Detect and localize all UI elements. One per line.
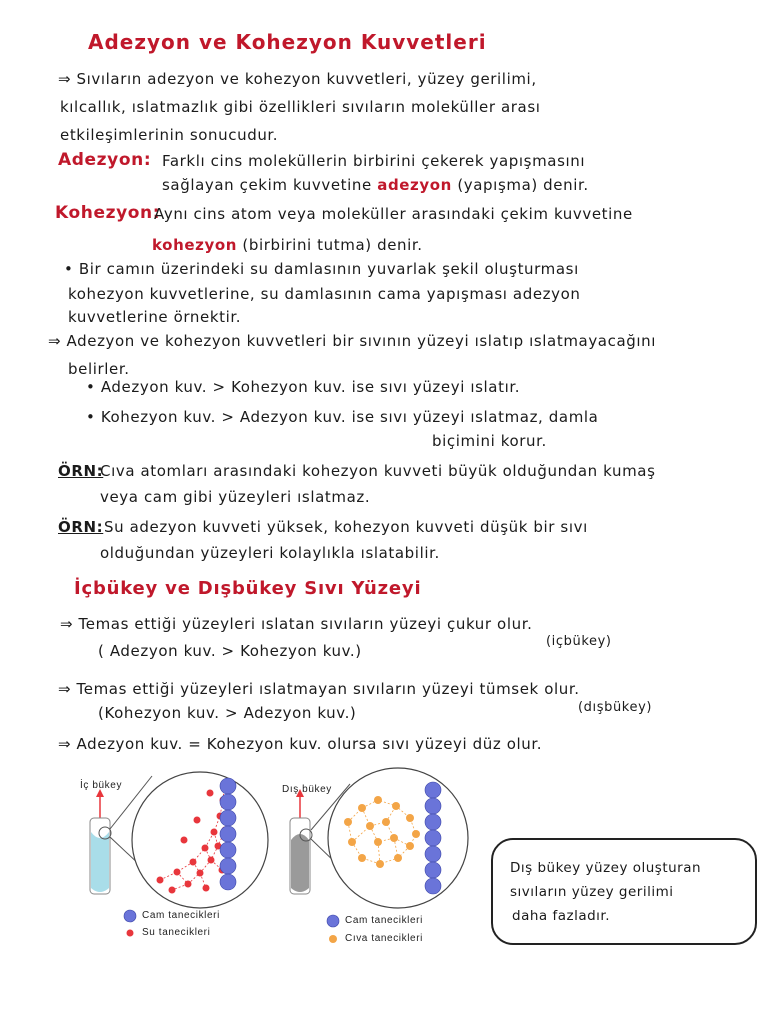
kohezyon-def-post: (birbirini tutma) denir. bbox=[242, 236, 423, 254]
ornek-2-line-1: Su adezyon kuvveti yüksek, kohezyon kuvveti düşük bir sıvı bbox=[104, 518, 588, 536]
note-line-3: daha fazladır. bbox=[512, 908, 611, 924]
legend-right-glass: Cam tanecikleri bbox=[345, 915, 423, 926]
adezyon-def-line-1: Farklı cins moleküllerin birbirini çekerek yapışmasını bbox=[162, 152, 586, 170]
adezyon-def-pre: sağlayan çekim kuvvetine bbox=[162, 176, 372, 194]
concave-figure-title: İç bükey bbox=[80, 780, 123, 791]
section-title-surfaces: İçbükey ve Dışbükey Sıvı Yüzeyi bbox=[74, 578, 422, 599]
example-line-2: kohezyon kuvvetlerine, su damlasının cama yapışması adezyon bbox=[68, 285, 581, 303]
convex-line-2: (Kohezyon kuv. > Adezyon kuv.) bbox=[98, 704, 357, 722]
legend-left-glass: Cam tanecikleri bbox=[142, 910, 220, 921]
adezyon-label: Adezyon: bbox=[58, 150, 152, 170]
adezyon-def-post: (yapışma) denir. bbox=[457, 176, 589, 194]
rule-kohezyon-greater: • Kohezyon kuv. > Adezyon kuv. ise sıvı yüzeyi ıslatmaz, damla bbox=[86, 408, 599, 426]
convex-line-1: ⇒ Temas ettiği yüzeyleri ıslatmayan sıvıların yüzeyi tümsek olur. bbox=[58, 680, 580, 698]
flat-line: ⇒ Adezyon kuv. = Kohezyon kuv. olursa sıvı yüzeyi düz olur. bbox=[58, 735, 543, 753]
ornek-2-line-2: olduğundan yüzeyleri kolaylıkla ıslatabilir. bbox=[100, 544, 440, 562]
note-line-1: Dış bükey yüzey oluşturan bbox=[510, 860, 702, 876]
convex-note: (dışbükey) bbox=[578, 700, 653, 715]
concave-note: (içbükey) bbox=[546, 634, 612, 649]
kohezyon-word: kohezyon bbox=[152, 236, 238, 254]
legend-right-mercury: Cıva tanecikleri bbox=[345, 933, 423, 944]
example-line-3: kuvvetlerine örnektir. bbox=[68, 308, 242, 326]
rule-kohezyon-greater-cont: biçimini korur. bbox=[432, 432, 547, 450]
example-line-1: • Bir camın üzerindeki su damlasının yuvarlak şekil oluşturması bbox=[64, 260, 579, 278]
intro-line-3: etkileşimlerinin sonucudur. bbox=[60, 126, 279, 144]
concave-line-1: ⇒ Temas ettiği yüzeyleri ıslatan sıvıların yüzeyi çukur olur. bbox=[60, 615, 533, 633]
ornek-1-label: ÖRN: bbox=[58, 462, 104, 480]
adezyon-word: adezyon bbox=[377, 176, 452, 194]
ornek-1-line-1: Cıva atomları arasındaki kohezyon kuvveti büyük olduğundan kumaş bbox=[100, 462, 656, 480]
ornek-2-label: ÖRN: bbox=[58, 518, 104, 536]
rule-adezyon-greater: • Adezyon kuv. > Kohezyon kuv. ise sıvı yüzeyi ıslatır. bbox=[86, 378, 521, 396]
note-line-2: sıvıların yüzey gerilimi bbox=[510, 884, 674, 900]
page-title: Adezyon ve Kohezyon Kuvvetleri bbox=[88, 30, 487, 54]
legend-left-markers bbox=[124, 910, 136, 937]
concave-line-2: ( Adezyon kuv. > Kohezyon kuv.) bbox=[98, 642, 362, 660]
convex-figure-title: Dış bükey bbox=[282, 784, 332, 795]
legend-right-markers bbox=[327, 915, 339, 943]
kohezyon-label: Kohezyon: bbox=[55, 203, 161, 223]
intro-line-2: kılcallık, ıslatmazlık gibi özellikleri sıvıların moleküller arası bbox=[60, 98, 541, 116]
wetting-line-2: belirler. bbox=[68, 360, 130, 378]
legend-left-water: Su tanecikleri bbox=[142, 927, 211, 938]
wetting-line-1: ⇒ Adezyon ve kohezyon kuvvetleri bir sıvının yüzeyi ıslatıp ıslatmayacağını bbox=[48, 332, 656, 350]
ornek-1-line-2: veya cam gibi yüzeyleri ıslatmaz. bbox=[100, 488, 371, 506]
kohezyon-def-line-1: Aynı cins atom veya moleküller arasındaki çekim kuvvetine bbox=[154, 205, 633, 223]
intro-line-1: ⇒ Sıvıların adezyon ve kohezyon kuvvetleri, yüzey gerilimi, bbox=[58, 70, 537, 88]
